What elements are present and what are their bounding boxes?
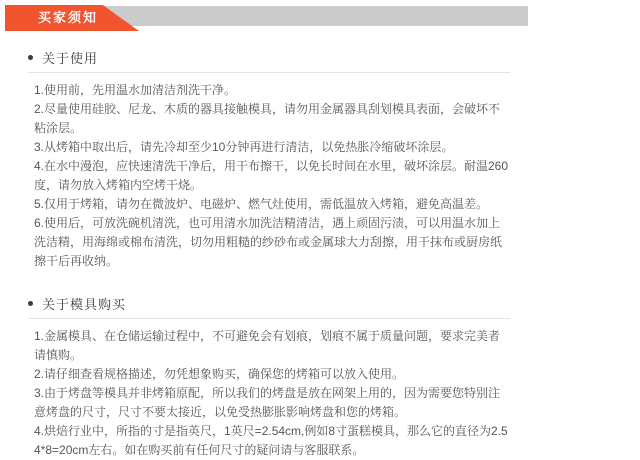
- section-usage-header: [28, 49, 510, 65]
- notice-item: 2.尽量使用硅胶、尼龙、木质的器具接触模具，请勿用金属器具刮划模具表面，会破坏不粘涂层。: [34, 102, 501, 135]
- notice-item: 1.金属模具、在仓储运输过程中，不可避免会有划痕，划痕不属于质量问题，要求完美者请慎购。: [34, 329, 501, 362]
- bullet-icon: [28, 301, 33, 306]
- section-mold-purchase: [28, 295, 510, 460]
- banner-label: 买家须知: [38, 10, 99, 25]
- notice-item: 3.由于烤盘等模具并非烤箱原配，所以我们的烤盘是放在网架上用的，因为需要您特别注意烤盘的尺寸，尺寸不要太接近，以免受热膨胀影响烤盘和您的烤箱。: [34, 386, 501, 419]
- notice-item: 5.仅用于烤箱，请勿在微波炉、电磁炉、燃气灶使用，需低温放入烤箱，避免高温差。: [34, 197, 489, 211]
- section-title: 关于模具购买: [42, 296, 127, 312]
- section-mold-purchase-header: [28, 295, 510, 311]
- section-usage-body: [28, 73, 510, 271]
- buyer-notice-banner: [0, 5, 640, 31]
- notice-item: 2.请仔细查看规格描述，勿凭想象购买，确保您的烤箱可以放入使用。: [34, 367, 405, 381]
- notice-item: 3.从烤箱中取出后，请先冷却至少10分钟再进行清洁，以免热胀冷缩破坏涂层。: [34, 140, 454, 154]
- notice-content: [28, 49, 510, 460]
- section-title: 关于使用: [42, 50, 99, 66]
- notice-item: 1.使用前，先用温水加清洁剂洗干净。: [34, 83, 237, 97]
- notice-item: 6.使用后，可放洗碗机清洗，也可用清水加洗洁精清洁，遇上顽固污渍，可以用温水加上洗洁精，用海绵或棉布清洗，切勿用粗糙的纱砂布或金属球大力刮擦，用干抹布或厨房纸擦干后再收纳。: [34, 216, 503, 268]
- section-usage: [28, 49, 510, 271]
- bullet-icon: [28, 55, 33, 60]
- notice-item: 4.烘焙行业中，所指的寸是指英尺，1英尺=2.54cm,例如8寸蛋糕模具，那么它的直径为2.54*8=20cm左右。如在购买前有任何尺寸的疑问请与客服联系。: [34, 424, 508, 457]
- notice-item: 4.在水中漫泡，应快速清洗干净后，用干布擦干，以免长时间在水里，破坏涂层。耐温260度，请勿放入烤箱内空烤干烧。: [34, 159, 509, 192]
- section-mold-purchase-body: [28, 319, 510, 460]
